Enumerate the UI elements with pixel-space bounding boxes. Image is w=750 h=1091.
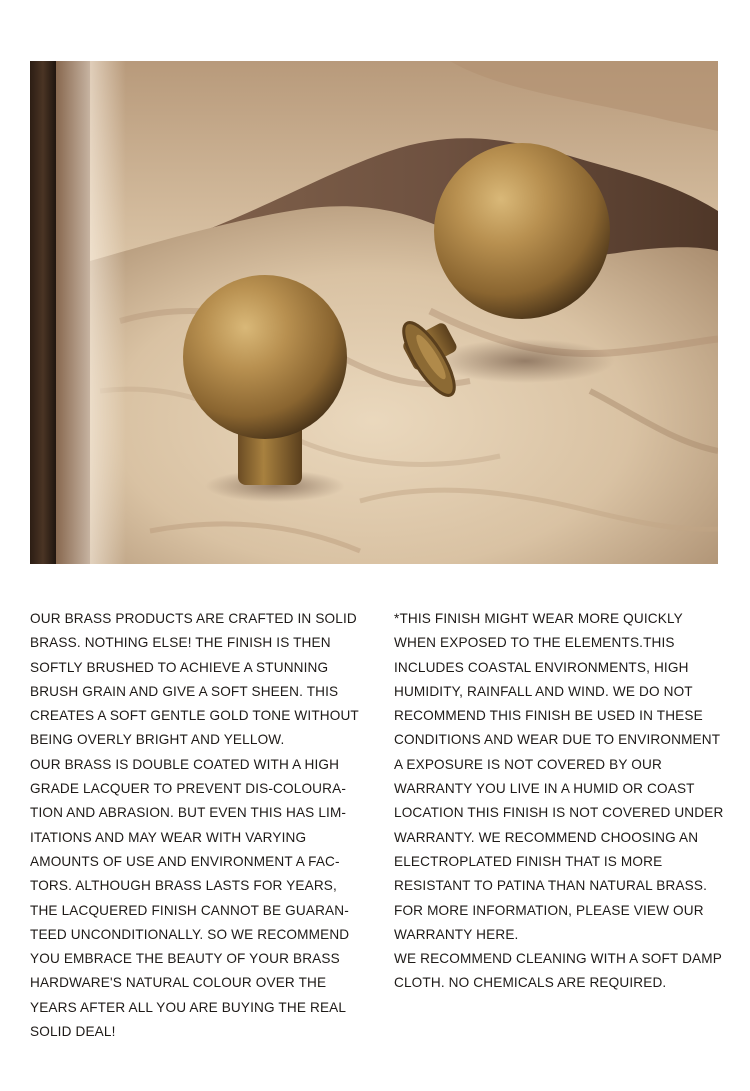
right-paragraph-2: WE RECOMMEND CLEANING WITH A SOFT DAMP CLOTH. NO CHEMICALS ARE REQUIRED.: [394, 951, 722, 991]
description-columns: [30, 607, 724, 1047]
left-column: [30, 607, 360, 1044]
right-column: [394, 607, 724, 996]
brass-knobs-illustration: [30, 61, 718, 564]
product-photo: [30, 61, 718, 564]
right-paragraph-1: *THIS FINISH MIGHT WEAR MORE QUICKLY WHEN EXPOSED TO THE ELEMENTS.THIS INCLUDES COASTAL ENVIRONMENTS, HIGH HUMIDITY, RAINFALL AND WIND. WE DO NOT RECOMMEND THIS FINISH BE USED IN THESE CONDITIONS AND WEAR DUE TO ENVIRONMENT A EXPOSURE IS NOT COVERED BY OUR WARRANTY YOU LIVE IN A HUMID OR COAST LOCATION THIS FINISH IS NOT COVERED UNDER WARRANTY. WE RECOMMEND CHOOSING AN ELECTROPLATED FINISH THAT IS MORE RESISTANT TO PATINA THAN NATURAL BRASS. FOR MORE INFORMATION, PLEASE VIEW OUR WARRANTY HERE.: [394, 611, 724, 942]
left-paragraph-2: OUR BRASS IS DOUBLE COATED WITH A HIGH GRADE LACQUER TO PREVENT DIS-COLOURA-TION AND ABRASION. BUT EVEN THIS HAS LIM-ITATIONS AND MAY WEAR WITH VARYING AMOUNTS OF USE AND ENVIRONMENT A FAC-TORS. ALTHOUGH BRASS LASTS FOR YEARS, THE LACQUERED FINISH CANNOT BE GUARAN-TEED UNCONDITIONALLY. SO WE RECOMMEND YOU EMBRACE THE BEAUTY OF YOUR BRASS HARDWARE'S NATURAL COLOUR OVER THE YEARS AFTER ALL YOU ARE BUYING THE REAL SOLID DEAL!: [30, 756, 350, 1040]
left-paragraph-1: OUR BRASS PRODUCTS ARE CRAFTED IN SOLID BRASS. NOTHING ELSE! THE FINISH IS THEN SOFTLY BRUSHED TO ACHIEVE A STUNNING BRUSH GRAIN AND GIVE A SOFT SHEEN. THIS CREATES A SOFT GENTLE GOLD TONE WITHOUT BEING OVERLY BRIGHT AND YELLOW.: [30, 611, 359, 748]
